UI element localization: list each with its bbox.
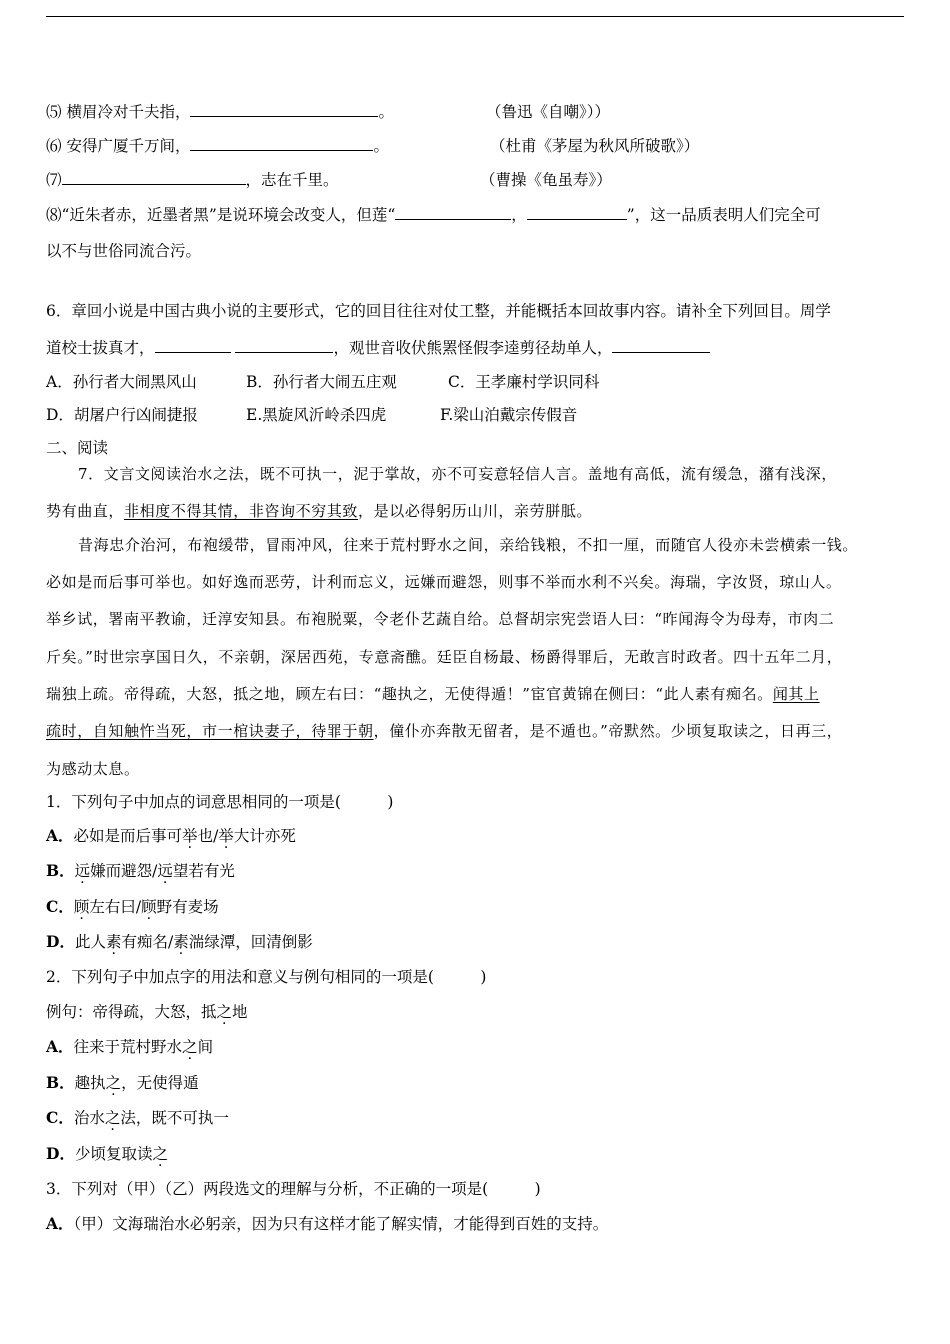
answer-blank[interactable] [62, 170, 246, 185]
passage-p2-line2: 必如是而后事可举也。如好逸而恶劳，计利而忘义，远嫌而避怨，则事不举而水利不兴矣。海瑞，字汝贤，琼山人。 [46, 573, 842, 591]
poem-line-6: ⑹ 安得广厦千万间， 。 [46, 137, 389, 155]
poem-line-7: ⑺ ，志在千里。 [46, 171, 339, 189]
passage-p1-line2: 势有曲直，非相度不得其情，非咨询不穷其致，是以必得躬历山川，亲劳胼胝。 [46, 502, 593, 520]
q6-option-c[interactable]: C．王孝廉村学识同科 [448, 373, 600, 391]
passage-p2-line1: 昔海忠介治河，布袍缓带，冒雨冲风，往来于荒村野水之间，亲给钱粮，不扣一厘，而随官人役亦未尝横索一钱。 [78, 536, 859, 554]
q2-option-d[interactable]: D．少顷复取读之 [46, 1144, 168, 1163]
section-title: 二、阅读 [46, 439, 109, 457]
passage-p1-line1: 7．文言文阅读治水之法，既不可执一，泥于掌故，亦不可妄意轻信人言。盖地有高低，流有缓急，潴有浅深， [78, 465, 837, 483]
q2-option-c[interactable]: C．治水之法，既不可执一 [46, 1108, 229, 1127]
answer-blank[interactable] [612, 338, 710, 353]
q2-option-a[interactable]: A．往来于荒村野水之间 [46, 1037, 214, 1056]
q8-line1: ⑻“近朱者赤，近墨者黑”是说环境会改变人，但莲“ ， ”，这一品质表明人们完全可 [46, 206, 821, 224]
q1-option-d[interactable]: D．此人素有痴名/素湍绿潭，回清倒影 [46, 932, 313, 951]
q2-option-b[interactable]: B．趣执之，无使得遁 [46, 1073, 199, 1092]
passage-p2-line3: 举乡试，署南平教谕，迁淳安知县。布袍脱粟，令老仆艺蔬自给。总督胡宗宪尝语人曰：“昨闻海令为母寿，市肉二 [46, 610, 835, 628]
poem-source-5: （鲁迅《自嘲》）） [486, 103, 611, 121]
underlined-sentence: 闻其上 [772, 685, 820, 703]
q6-option-e[interactable]: E.黑旋风沂岭杀四虎 [246, 406, 387, 424]
q8-line2: 以不与世俗同流合污。 [46, 242, 202, 260]
q6-line2: 道校士拔真才， ，观世音收伏熊罴怪假李逵剪径劫单人， [46, 338, 710, 358]
passage-p2-line6: 疏时，自知触忤当死，市一棺诀妻子，待罪于朝，僮仆亦奔散无留者，是不遁也。”帝默然。少顷复取读之，日再三， [46, 722, 843, 740]
answer-blank[interactable] [155, 338, 231, 353]
q3-option-a[interactable]: A．（甲）文海瑞治水必躬亲，因为只有这样才能了解实情，才能得到百姓的支持。 [46, 1214, 609, 1233]
passage-p2-line4: 斤矣。”时世宗享国日久，不亲朝，深居西苑，专意斋醮。廷臣自杨最、杨爵得罪后，无敢言时政者。四十五年二月， [46, 648, 843, 666]
answer-blank[interactable] [190, 136, 373, 151]
answer-blank[interactable] [395, 205, 511, 220]
passage-p2-line5: 瑞独上疏。帝得疏，大怒，抵之地，顾左右曰：“趣执之，无使得遁！”宦官黄锦在侧曰：“此人素有痴名。闻其上 [46, 685, 820, 703]
q6-option-f[interactable]: F.梁山泊戴宗传假音 [440, 406, 578, 424]
header-rule [46, 16, 904, 17]
underlined-sentence: 非相度不得其情，非咨询不穷其致 [124, 502, 359, 520]
answer-blank[interactable] [190, 102, 378, 117]
poem-line-5: ⑸ 横眉冷对千夫指， 。 [46, 103, 394, 121]
poem-source-7: （曹操《龟虽寿》） [480, 171, 612, 189]
q6-stem: 6．章回小说是中国古典小说的主要形式，它的回目往往对仗工整，并能概括本回故事内容。请补全下列回目。周学 [46, 302, 831, 320]
answer-blank[interactable] [235, 338, 333, 353]
q1-stem: 1．下列句子中加点的词意思相同的一项是( ) [46, 793, 394, 811]
q2-example: 例句：帝得疏，大怒，抵之地 [46, 1003, 248, 1021]
answer-blank[interactable] [527, 205, 627, 220]
q3-stem: 3．下列对（甲）（乙）两段选文的理解与分析，不正确的一项是( ) [46, 1180, 541, 1198]
q1-option-c[interactable]: C．顾左右曰/顾野有麦场 [46, 897, 219, 916]
q1-option-a[interactable]: A．必如是而后事可举也/举大计亦死 [46, 826, 296, 845]
q6-option-d[interactable]: D．胡屠户行凶闹捷报 [46, 406, 198, 424]
q6-option-a[interactable]: A．孙行者大闹黑风山 [46, 373, 197, 391]
passage-p2-line7: 为感动太息。 [46, 760, 140, 778]
q1-option-b[interactable]: B．远嫌而避怨/远望若有光 [46, 861, 235, 880]
q6-option-b[interactable]: B．孙行者大闹五庄观 [246, 373, 397, 391]
poem-source-6: （杜甫《茅屋为秋风所破歌》） [490, 137, 700, 155]
q2-stem: 2．下列句子中加点字的用法和意义与例句相同的一项是( ) [46, 968, 487, 986]
underlined-sentence: 疏时，自知触忤当死，市一棺诀妻子，待罪于朝 [46, 722, 374, 740]
